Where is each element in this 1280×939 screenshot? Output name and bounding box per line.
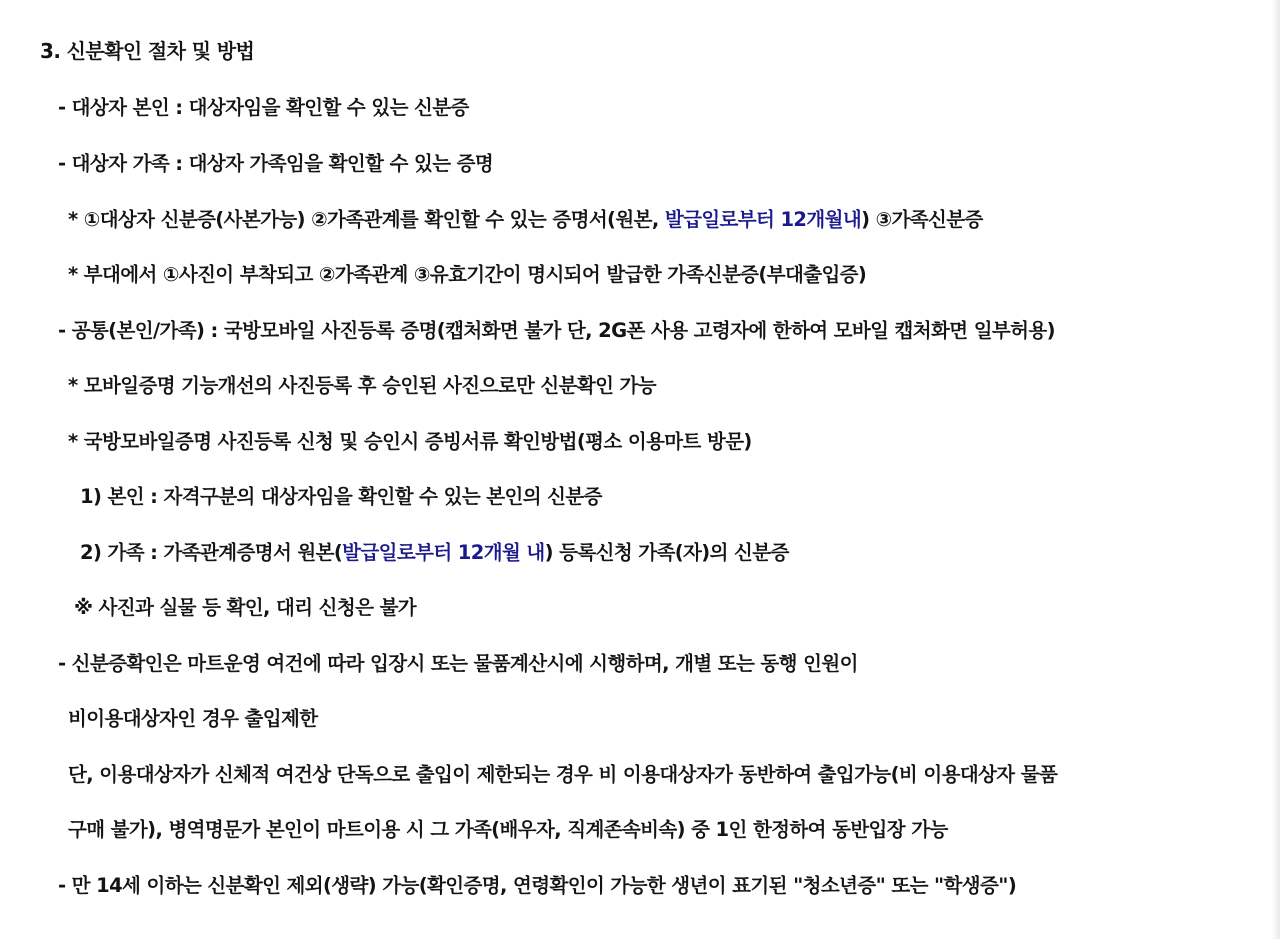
line-exception-cont [68, 817, 948, 843]
line-text: ※ 사진과 실물 등 확인, 대리 신청은 불가 [74, 596, 417, 619]
line-text: - 대상자 본인 : 대상자임을 확인할 수 있는 신분증 [58, 96, 469, 119]
line-mobile-photo [68, 373, 656, 399]
line-text: - 신분증확인은 마트운영 여건에 따라 입장시 또는 물품계산시에 시행하며, 개별 또는 동행 인원이 [58, 652, 858, 675]
line-text: * 국방모바일증명 사진등록 신청 및 승인시 증빙서류 확인방법(평소 이용마트 방문) [68, 430, 752, 453]
line-text: - 대상자 가족 : 대상자 가족임을 확인할 수 있는 증명 [58, 152, 494, 175]
line-under-14 [58, 873, 1016, 899]
highlight-text: 발급일로부터 12개월내 [664, 208, 862, 231]
line-text: ) ③가족신분증 [861, 208, 983, 231]
line-exception [68, 762, 1057, 788]
line-mobile-method [68, 429, 752, 455]
line-unit-card [68, 262, 866, 288]
line-self-id [58, 95, 469, 121]
line-check-timing-cont [68, 706, 317, 732]
line-check-timing [58, 651, 858, 677]
page-edge [1272, 0, 1280, 939]
line-text: * 부대에서 ①사진이 부착되고 ②가족관계 ③유효기간이 명시되어 발급한 가족신분증(부대출입증) [68, 263, 867, 286]
line-method-self [80, 484, 602, 510]
line-text: 단, 이용대상자가 신체적 여건상 단독으로 출입이 제한되는 경우 비 이용대상자가 동반하여 출입가능(비 이용대상자 물품 [68, 763, 1058, 786]
line-note [74, 595, 416, 621]
line-family-id [58, 151, 493, 177]
line-text: * ①대상자 신분증(사본가능) ②가족관계를 확인할 수 있는 증명서(원본, [68, 208, 665, 231]
line-method-family [80, 540, 789, 566]
line-family-docs [68, 207, 983, 233]
line-text: 비이용대상자인 경우 출입제한 [68, 707, 318, 730]
highlight-text: 발급일로부터 12개월 내 [342, 541, 545, 564]
line-text: ) 등록신청 가족(자)의 신분증 [544, 541, 789, 564]
line-text: 구매 불가), 병역명문가 본인이 마트이용 시 그 가족(배우자, 직계존속비속) 중 1인 한정하여 동반입장 가능 [68, 818, 948, 841]
line-text: - 만 14세 이하는 신분확인 제외(생략) 가능(확인증명, 연령확인이 가능한 생년이 표기된 "청소년증" 또는 "학생증") [58, 874, 1017, 897]
line-text: * 모바일증명 기능개선의 사진등록 후 승인된 사진으로만 신분확인 가능 [68, 374, 656, 397]
line-common [58, 318, 1055, 344]
line-text: - 공통(본인/가족) : 국방모바일 사진등록 증명(캡처화면 불가 단, 2G폰 사용 고령자에 한하여 모바일 캡처화면 일부허용) [58, 319, 1055, 342]
line-text: 2) 가족 : 가족관계증명서 원본( [80, 541, 343, 564]
line-text: 1) 본인 : 자격구분의 대상자임을 확인할 수 있는 본인의 신분증 [80, 485, 602, 508]
section-title: 3. 신분확인 절차 및 방법 [40, 39, 255, 63]
